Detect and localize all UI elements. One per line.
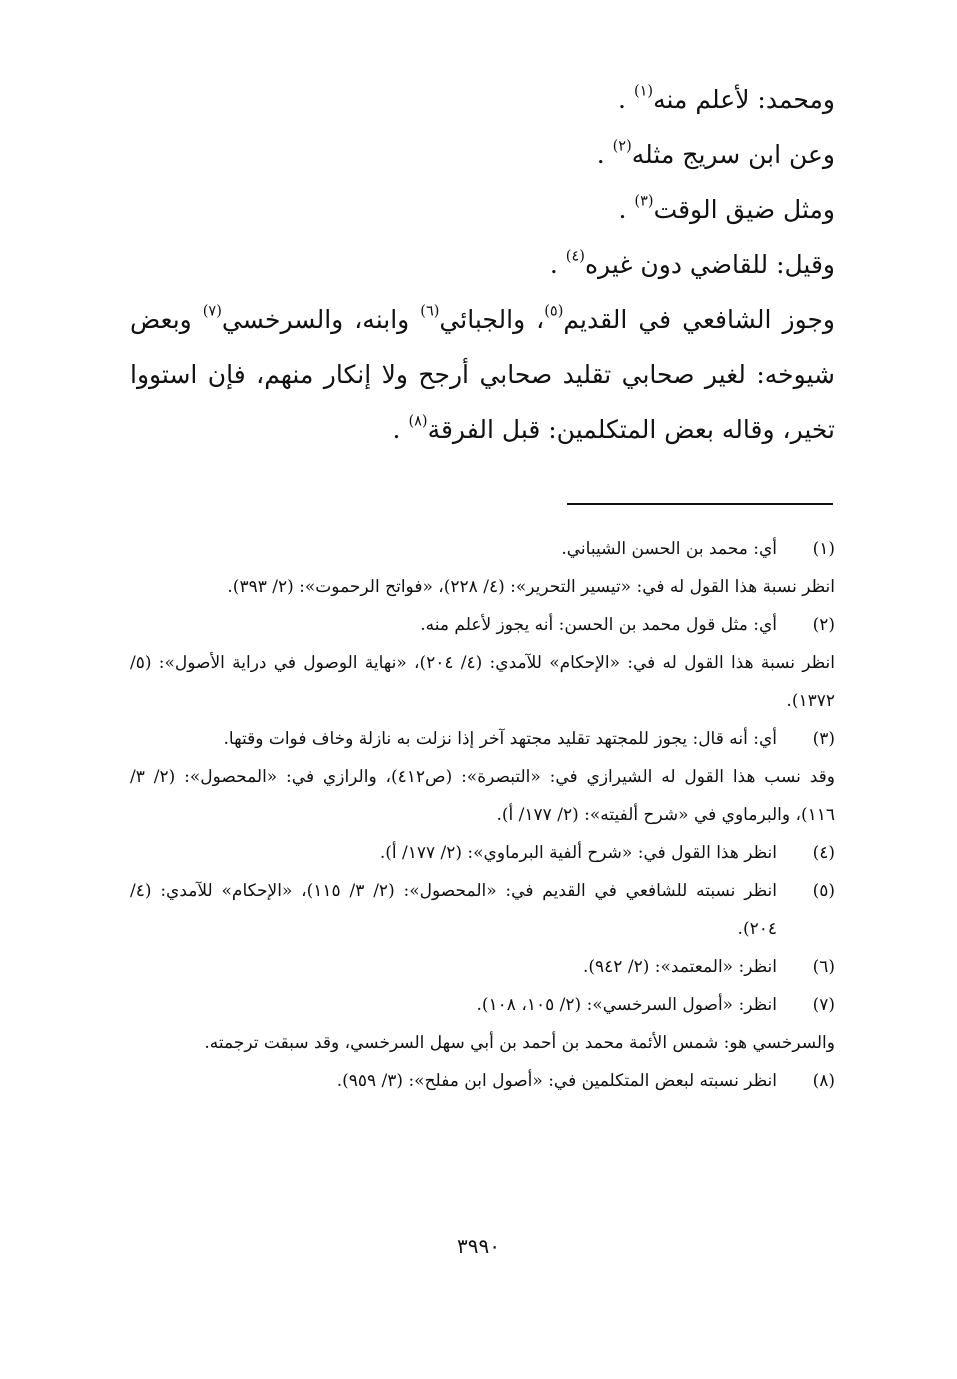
footnote-text: انظر نسبة هذا القول له في: «الإحكام» للآمدي: (٤/ ٢٠٤)، «نهاية الوصول في دراية الأصول»: (٥/ ١٣٧٢). [130,653,835,711]
footnote-text: وقد نسب هذا القول له الشيرازي في: «التبصرة»: (ص٤١٢)، والرازي في: «المحصول»: (٢/ ٣/ ١١٦)، والبرماوي في «شرح ألفيته»: (٢/ ١٧٧/ أ). [130,767,836,825]
footnote-ref: (١) [633,83,654,100]
footnote-number: (٧) [812,995,835,1015]
footnote-number: (٨) [812,1071,835,1091]
line-text: وقيل: للقاضي دون غيره [584,250,835,279]
paragraph-text: ، والجبائي [439,305,545,334]
footnote-text: انظر هذا القول في: «شرح ألفية البرماوي»: (٢/ ١٧٧/ أ). [379,843,777,863]
footnote-6 [130,948,835,986]
footnote-8 [130,1062,835,1100]
paragraph-text: وابنه، والسرخسي [221,305,421,334]
line-end: . [596,140,613,169]
paragraph-text: وجوز الشافعي في القديم [563,305,836,334]
footnotes [130,530,835,1100]
line-text: ومحمد: لأعلم منه [653,85,835,114]
main-line [130,127,835,182]
footnote-5 [130,872,835,948]
line-end: . [618,195,635,224]
footnote-4 [130,834,835,872]
footnote-text: أي: أنه قال: يجوز للمجتهد تقليد مجتهد آخر إذا نزلت به نازلة وخاف فوات وقتها. [223,729,777,749]
footnote-text: أي: مثل قول محمد بن الحسن: أنه يجوز لأعلم منه. [420,615,777,635]
footnote-text: انظر: «أصول السرخسي»: (٢/ ١٠٥، ١٠٨). [476,995,777,1015]
page-number: ٣٩٩٠ [457,1234,500,1258]
footnote-divider [567,503,833,505]
footnote-text: والسرخسي هو: شمس الأئمة محمد بن أحمد بن أبي سهل السرخسي، وقد سبقت ترجمته. [204,1033,835,1053]
line-text: وعن ابن سريج مثله [631,140,835,169]
footnote-number: (٥) [812,881,835,901]
footnote-ref: (٨) [408,413,428,430]
footnote-text: انظر نسبة هذا القول له في: «تيسير التحرير»: (٤/ ٢٢٨)، «فواتح الرحموت»: (٢/ ٣٩٣). [227,577,835,597]
footnote-number: (٣) [812,729,835,749]
footnote-ref: (٣) [634,193,654,210]
footnote-2 [130,606,835,720]
footnote-number: (٦) [812,957,835,977]
footnote-7 [130,986,835,1062]
footnote-1 [130,530,835,606]
footnote-number: (٤) [812,843,835,863]
footnote-number: (١) [812,539,835,559]
footnote-ref: (٧) [202,303,222,320]
footnote-text: أي: محمد بن الحسن الشيباني. [561,539,777,559]
footnote-ref: (٢) [612,138,632,155]
line-end: . [618,85,634,114]
footnote-text: انظر نسبته لبعض المتكلمين في: «أصول ابن مفلح»: (٣/ ٩٥٩). [336,1071,777,1091]
main-line [130,72,835,127]
main-line [130,182,835,237]
paragraph-end: . [392,415,409,444]
footnote-number: (٢) [812,615,835,635]
footnote-ref: (٦) [420,303,440,320]
footnote-ref: (٤) [565,248,585,265]
main-text [130,72,835,457]
line-end: . [549,250,566,279]
footnote-text: انظر: «المعتمد»: (٢/ ٩٤٢). [582,957,777,977]
footnote-ref: (٥) [544,303,564,320]
footnote-3 [130,720,835,834]
footnote-text: انظر نسبته للشافعي في القديم في: «المحصول»: (٢/ ٣/ ١١٥)، «الإحكام» للآمدي: (٤/ ٢٠٤). [130,881,777,939]
main-paragraph [130,292,835,457]
main-line [130,237,835,292]
paragraph-text: وبعض شيوخه: لغير صحابي تقليد صحابي أرجح ولا إنكار منهم، فإن استووا تخير، وقاله بعض المتكلمين: قبل الفرقة [130,305,835,444]
line-text: ومثل ضيق الوقت [653,195,835,224]
